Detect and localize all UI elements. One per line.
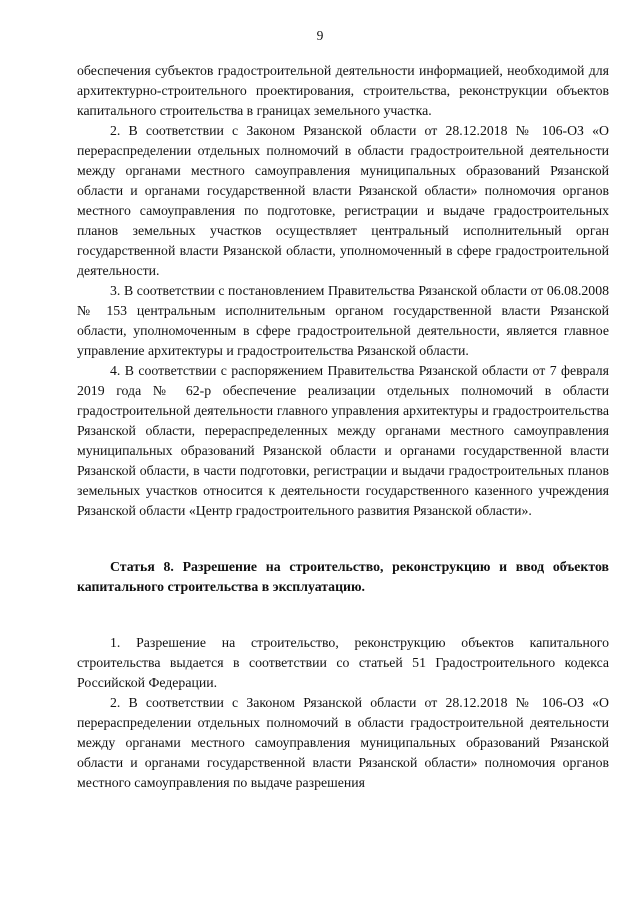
- article-8-heading: Статья 8. Разрешение на строительство, реконструкцию и ввод объектов капитального строительства в эксплуатацию.: [77, 559, 609, 594]
- article-8-paragraph-1: 1. Разрешение на строительство, реконструкцию объектов капитального строительства выдается в соответствии со статьей 51 Градостроительного кодекса Российской Федерации.: [77, 635, 609, 690]
- paragraph-3: 3. В соответствии с постановлением Правительства Рязанской области от 06.08.2008 № 153 центральным исполнительным органом государственной власти Рязанской области, уполномоченным в сфере градостроительной деятельности, является главное управление архитектуры и градостроительства Рязанской области.: [77, 283, 609, 358]
- paragraph-4: 4. В соответствии с распоряжением Правительства Рязанской области от 7 февраля 2019 года № 62-р обеспечение реализации отдельных полномочий в области градостроительной деятельности главного управления архитектуры и градостроительства Рязанской области, перераспределенных между органами местного самоуправления муниципальных образований Рязанской области и органами государственной власти Рязанской области, в части подготовки, регистрации и выдачи градостроительных планов земельных участков относится к деятельности государственного казенного учреждения Рязанской области «Центр градостроительного развития Рязанской области».: [77, 363, 609, 518]
- paragraph-2: 2. В соответствии с Законом Рязанской области от 28.12.2018 № 106-ОЗ «О перераспределении отдельных полномочий в области градостроительной деятельности между органами местного самоуправления муниципальных образований Рязанской области и органами государственной власти Рязанской области» полномочия органов местного самоуправления по подготовке, регистрации и выдаче градостроительных планов земельных участков осуществляет центральный исполнительный орган государственной власти Рязанской области, уполномоченный в сфере градостроительной деятельности.: [77, 123, 609, 278]
- page-number: 9: [316, 28, 324, 43]
- document-body: [77, 61, 609, 793]
- article-8-paragraph-2: 2. В соответствии с Законом Рязанской области от 28.12.2018 № 106-ОЗ «О перераспределении отдельных полномочий в области градостроительной деятельности между органами местного самоуправления муниципальных образований Рязанской области и органами государственной власти Рязанской области» полномочия органов местного самоуправления по выдаче разрешения: [77, 695, 609, 790]
- paragraph-continuation: обеспечения субъектов градостроительной деятельности информацией, необходимой для архитектурно-строительного проектирования, строительства, реконструкции объектов капитального строительства в границах земельного участка.: [77, 63, 609, 118]
